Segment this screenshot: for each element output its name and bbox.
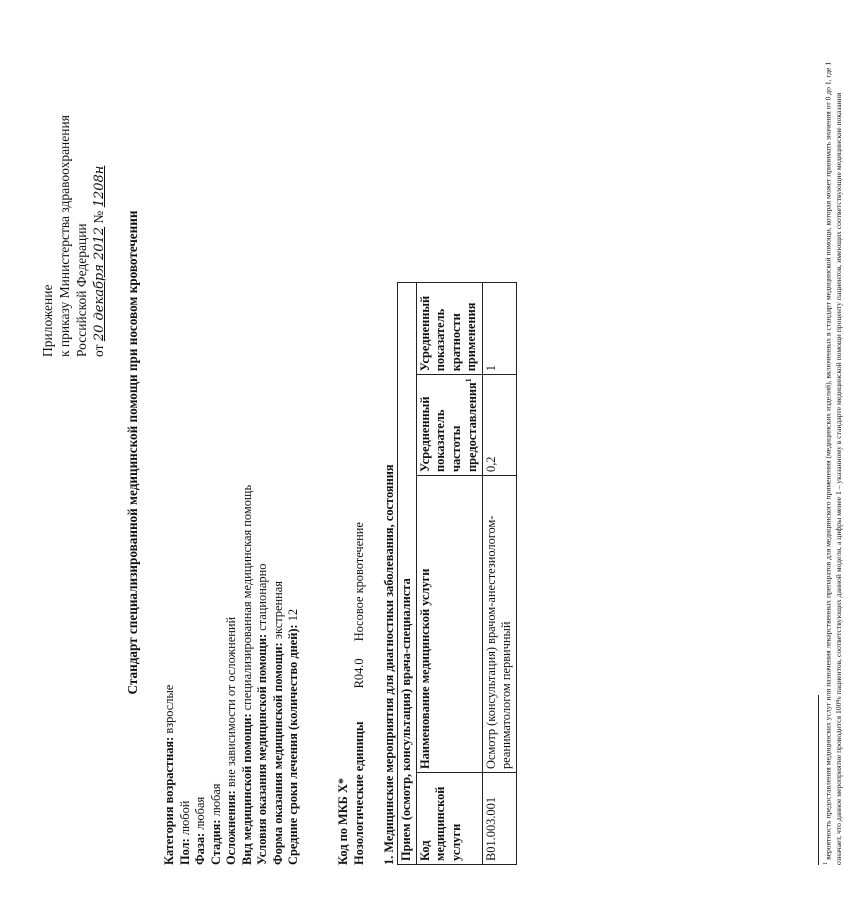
header-frequency: Усредненный показатель частоты предоставления$^1$ [416, 375, 482, 476]
mkb-code: R04.0 [351, 658, 366, 689]
mkb-block [336, 265, 367, 865]
param-complications: Осложнения: вне зависимости от осложнений [224, 616, 238, 865]
services-table [397, 282, 517, 865]
mkb-heading: Код по МКБ X* [336, 777, 350, 865]
section-heading: 1. Медицинские мероприятия для диагностики заболевания, состояния [382, 464, 396, 865]
table-caption: Прием (осмотр, консультация) врача-специалиста [398, 283, 417, 865]
approval-block [40, 17, 108, 357]
param-age: Категория возрастная: взрослые [162, 684, 176, 865]
header-multiplicity: Усредненный показатель кратности применения [416, 283, 482, 375]
header-code: Код медицинской услуги [416, 773, 482, 865]
standard-parameters [162, 265, 302, 865]
approval-date-handwritten: 20 декабря 2012 [91, 226, 107, 342]
table-caption-row [398, 283, 417, 865]
approval-order-line: к приказу Министерства здравоохранения [56, 115, 72, 357]
footnote-text: вероятность предоставления медицинских услуг или назначения лекарственных препаратов для медицинского применения (медицинских изделий), включенных в стандарт медицинской помощи, которая может принимать значения от 0 до 1, где 1 означает, что данное мероприятие проводится 100% пациентов, соответствующих данной модели, а цифры менее 1 – указанному в стандарте медицинской помощи проценту пациентов, имеющих соответствующие медицинские показания [823, 61, 843, 865]
header-name: Наименование медицинской услуги [416, 476, 482, 773]
footnote-divider [818, 695, 819, 865]
cell-name: Осмотр (консультация) врачом-анестезиологом-реаниматологом первичный [482, 476, 516, 773]
table-header-row [416, 283, 482, 865]
param-care-type: Вид медицинской помощи: специализированная медицинская помощь [239, 484, 254, 865]
mkb-row [352, 265, 368, 865]
approval-number-label: № [90, 210, 106, 224]
param-phase: Фаза: любая [193, 796, 207, 865]
mkb-name: Носовое кровотечение [351, 522, 366, 642]
cell-code: B01.003.001 [482, 773, 516, 865]
param-treatment-duration: Средние сроки лечения (количество дней): 12 [286, 608, 300, 865]
cell-multiplicity: 1 [482, 283, 516, 375]
footnote [822, 35, 844, 865]
footnote-mark: 1 [822, 861, 829, 865]
approval-appendix: Приложение [40, 284, 55, 357]
approval-federation-line: Российской Федерации [73, 223, 89, 357]
param-care-conditions: Условия оказания медицинской помощи: стационарно [255, 563, 269, 865]
mkb-row-label: Нозологические единицы [351, 721, 366, 865]
param-sex: Пол: любой [177, 800, 192, 865]
param-stage: Стадия: любая [208, 783, 223, 865]
approval-number-handwritten: 1208н [91, 165, 107, 208]
footnote-ref: 1 [464, 378, 473, 383]
param-care-form: Форма оказания медицинской помощи: экстренная [270, 581, 285, 865]
document-title: Стандарт специализированной медицинской помощи при носовом кровотечении [125, 210, 140, 695]
cell-frequency: 0,2 [482, 375, 516, 476]
table-row [482, 283, 516, 865]
approval-date-line [91, 17, 108, 357]
approval-date-prefix: от [90, 344, 106, 357]
